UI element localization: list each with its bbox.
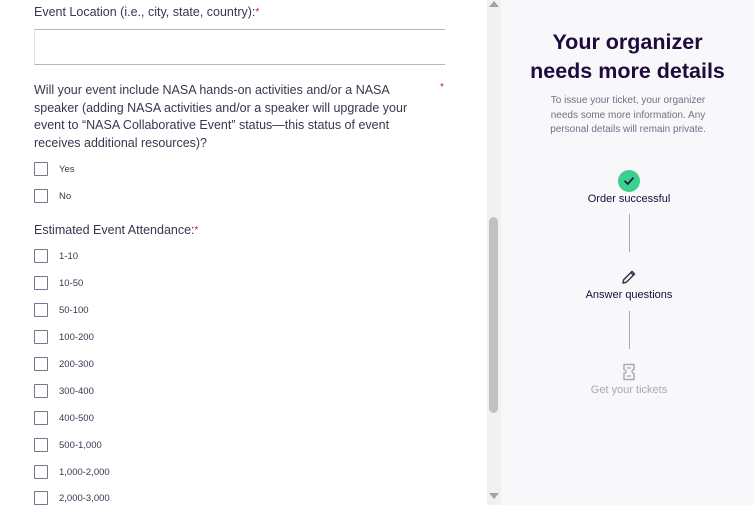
- step-connector: [629, 214, 630, 252]
- attendance-label: Estimated Event Attendance:: [34, 223, 195, 237]
- option-label: 2,000-3,000: [59, 492, 110, 504]
- checkbox[interactable]: [34, 384, 48, 398]
- checkbox[interactable]: [34, 357, 48, 371]
- required-marker: *: [194, 225, 199, 236]
- sidebar-title: [501, 28, 754, 86]
- attendance-option[interactable]: [34, 249, 78, 263]
- nasa-option-yes[interactable]: [34, 162, 75, 176]
- checkbox[interactable]: [34, 162, 48, 176]
- checkbox[interactable]: [34, 249, 48, 263]
- checkbox[interactable]: [34, 465, 48, 479]
- checkbox[interactable]: [34, 438, 48, 452]
- nasa-option-no[interactable]: [34, 189, 71, 203]
- option-label: 50-100: [59, 304, 89, 316]
- scroll-up-arrow-icon[interactable]: [489, 1, 499, 7]
- step-connector: [629, 311, 630, 349]
- attendance-option[interactable]: [34, 411, 94, 425]
- sidebar-title-line2: needs more details: [530, 59, 725, 83]
- attendance-option[interactable]: [34, 491, 110, 505]
- scrollbar-thumb[interactable]: [489, 217, 498, 413]
- required-marker: *: [440, 82, 444, 93]
- required-marker: *: [255, 7, 260, 18]
- attendance-option[interactable]: [34, 357, 94, 371]
- form-scrollbar[interactable]: [487, 0, 501, 505]
- step-get-tickets: Get your tickets: [590, 384, 668, 396]
- location-label: Event Location (i.e., city, state, country):: [34, 5, 256, 19]
- attendance-option[interactable]: [34, 465, 110, 479]
- nasa-question-label: Will your event include NASA hands-on activities and/or a NASA speaker (adding NASA activities and/or a speaker will upgrade your event to “NASA Collaborative Event” status—this status of event receives additional resources)?: [34, 83, 408, 150]
- option-label: 500-1,000: [59, 439, 102, 451]
- pencil-icon: [618, 266, 640, 288]
- sidebar-description: To issue your ticket, your organizer needs some more information. Any personal details will remain private.: [550, 95, 706, 135]
- checkbox[interactable]: [34, 276, 48, 290]
- step-answer-questions: Answer questions: [585, 289, 673, 301]
- checkbox[interactable]: [34, 189, 48, 203]
- ticket-icon: [618, 361, 640, 383]
- attendance-option[interactable]: [34, 330, 94, 344]
- checkbox[interactable]: [34, 411, 48, 425]
- option-label: Yes: [59, 163, 75, 175]
- attendance-option[interactable]: [34, 276, 83, 290]
- location-question: [34, 4, 259, 21]
- option-label: 1,000-2,000: [59, 466, 110, 478]
- option-label: 100-200: [59, 331, 94, 343]
- checkbox[interactable]: [34, 303, 48, 317]
- step-order-successful: Order successful: [587, 193, 671, 205]
- option-label: No: [59, 190, 72, 202]
- scroll-down-arrow-icon[interactable]: [489, 493, 499, 499]
- option-label: 10-50: [59, 277, 84, 289]
- option-label: 1-10: [59, 250, 79, 262]
- option-label: 200-300: [59, 358, 94, 370]
- checkbox[interactable]: [34, 330, 48, 344]
- attendance-question: [34, 222, 198, 239]
- location-input[interactable]: [34, 29, 445, 65]
- option-label: 300-400: [59, 385, 94, 397]
- check-icon: [618, 170, 640, 192]
- progress-sidebar: [501, 0, 754, 505]
- attendance-option[interactable]: [34, 384, 94, 398]
- sidebar-title-line1: Your organizer: [552, 30, 703, 54]
- attendance-option[interactable]: [34, 438, 102, 452]
- checkbox[interactable]: [34, 491, 48, 505]
- option-label: 400-500: [59, 412, 94, 424]
- attendance-option[interactable]: [34, 303, 89, 317]
